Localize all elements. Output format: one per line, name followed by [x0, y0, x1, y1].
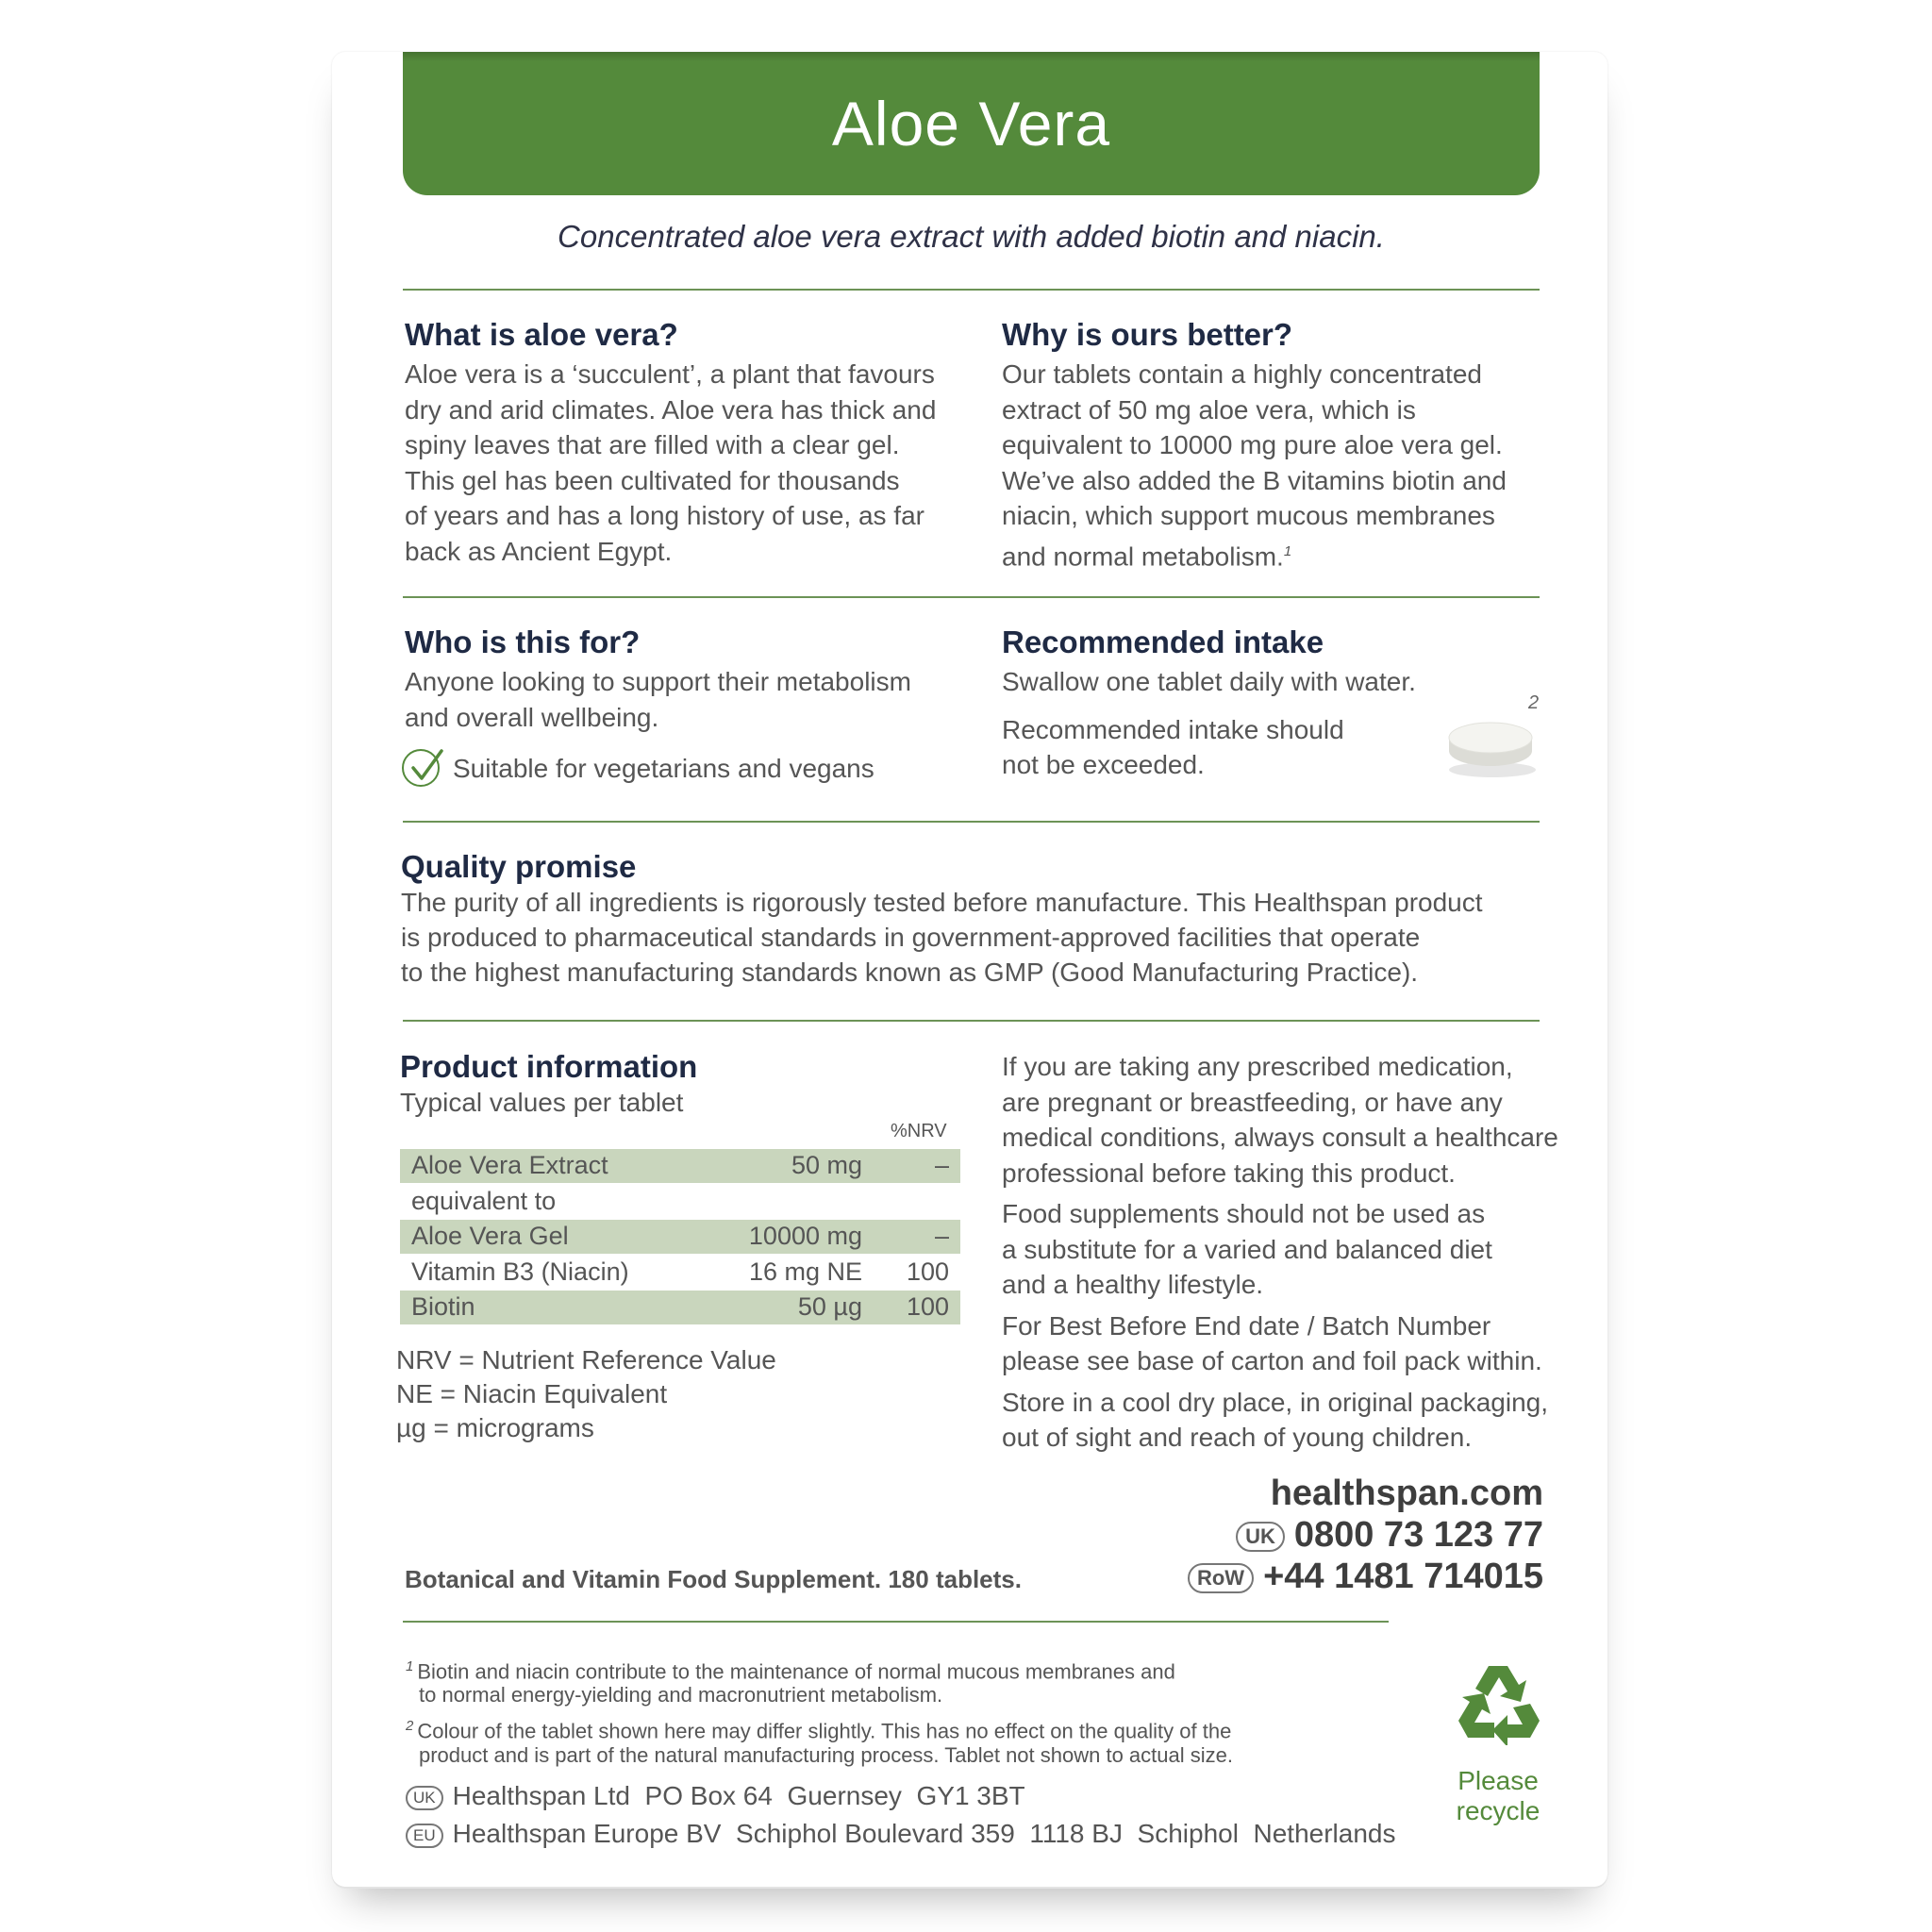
- divider: [403, 821, 1540, 823]
- nutrient-amount: 50 µg: [797, 1292, 862, 1321]
- section-why: [1002, 317, 1549, 574]
- quality-line: to the highest manufacturing standards known as GMP (Good Manufacturing Practice).: [401, 958, 1419, 987]
- nutrient-nrv: –: [934, 1151, 949, 1179]
- footnote: $^2$ Colour of the tablet shown here may differ slightly. This has no effect on the quality of the product and is part of the natural manufacturing process. Tablet not shown to actual size.: [406, 1718, 1233, 1767]
- nutrient-nrv: –: [934, 1222, 949, 1250]
- why-line: extract of 50 mg aloe vera, which is: [1002, 394, 1416, 425]
- nutrient-nrv: 100: [906, 1292, 949, 1321]
- intake-line1: Swallow one tablet daily with water.: [1002, 667, 1416, 696]
- tagline: Concentrated aloe vera extract with added biotin and niacin.: [558, 219, 1385, 254]
- what-line: back as Ancient Egypt.: [405, 536, 673, 566]
- nrv-column-header: %NRV: [891, 1121, 947, 1141]
- what-line: of years and has a long history of use, as far: [405, 501, 924, 530]
- footnote: $^1$ Biotin and niacin contribute to the maintenance of normal mucous membranes and to normal energy-yielding and macronutrient metabolism.: [406, 1658, 1175, 1707]
- intake-heading: Recommended intake: [1002, 625, 1324, 659]
- nutrition-row: [400, 1256, 960, 1290]
- nutrition-row: [400, 1185, 960, 1219]
- row-badge: RoW: [1188, 1563, 1254, 1593]
- uk-phone: 0800 73 123 77: [1293, 1515, 1543, 1555]
- advice-paragraph: Food supplements should not be used as a substitute for a varied and balanced diet and a healthy lifestyle.: [1002, 1199, 1492, 1299]
- legend-line: NRV = Nutrient Reference Value: [396, 1345, 776, 1374]
- legend-line: NE = Niacin Equivalent: [396, 1379, 668, 1408]
- uk-badge: UK: [1236, 1522, 1285, 1552]
- product-info-subheading: Typical values per tablet: [400, 1088, 684, 1117]
- why-line: niacin, which support mucous membranes: [1002, 501, 1495, 530]
- what-line: This gel has been cultivated for thousands: [405, 465, 900, 495]
- vegan-check-icon: [402, 749, 440, 787]
- advice-paragraph: Store in a cool dry place, in original packaging, out of sight and reach of young children.: [1002, 1387, 1549, 1452]
- quality-line: The purity of all ingredients is rigorously tested before manufacture. This Healthspan product: [401, 888, 1483, 917]
- tablet-image: [1443, 715, 1536, 779]
- advice-paragraph: If you are taking any prescribed medication, are pregnant or breastfeeding, or have any medical conditions, always consult a healthcare professional before taking this product.: [1002, 1052, 1558, 1188]
- footnotes: [406, 1655, 1396, 1767]
- nutrient-amount: 10000 mg: [748, 1222, 862, 1250]
- recycle-label: Please recycle: [1456, 1766, 1541, 1825]
- why-line: and normal metabolism.$^1$: [1002, 541, 1292, 571]
- nutrient-name: Biotin: [411, 1292, 475, 1321]
- advice-block: [1002, 1049, 1558, 1456]
- uk-phone-line: [1236, 1515, 1543, 1556]
- intake-line: not be exceeded.: [1002, 750, 1205, 779]
- divider: [403, 1020, 1540, 1022]
- section-product-info: [400, 1049, 697, 1121]
- address-uk: UK Healthspan Ltd PO Box 64 Guernsey GY1 3BT: [406, 1781, 1025, 1811]
- nutrition-row: [400, 1291, 960, 1324]
- what-line: dry and arid climates. Aloe vera has thick and: [405, 394, 937, 425]
- section-quality: [401, 849, 1552, 990]
- quality-body: [401, 885, 1552, 990]
- what-body: [405, 357, 971, 569]
- uk-badge: UK: [406, 1786, 443, 1810]
- quality-heading: Quality promise: [401, 849, 637, 884]
- what-heading: What is aloe vera?: [405, 317, 678, 352]
- who-line: Anyone looking to support their metabolism: [405, 667, 911, 696]
- eu-badge: EU: [406, 1824, 443, 1848]
- nutrient-name: Aloe Vera Gel: [411, 1222, 569, 1250]
- nutrition-row: [400, 1149, 960, 1183]
- divider: [403, 289, 1540, 291]
- nutrient-name: Vitamin B3 (Niacin): [411, 1257, 629, 1286]
- row-phone-line: [1188, 1557, 1543, 1597]
- what-line: spiny leaves that are filled with a clear gel.: [405, 430, 900, 459]
- nutrient-name: equivalent to: [411, 1187, 557, 1215]
- nrv-legend: [396, 1343, 776, 1445]
- section-what: [405, 317, 971, 569]
- vegan-label: Suitable for vegetarians and vegans: [453, 754, 874, 783]
- divider: [403, 596, 1540, 598]
- legend-line: µg = micrograms: [396, 1413, 594, 1442]
- section-who: [405, 625, 971, 735]
- who-heading: Who is this for?: [405, 625, 641, 659]
- nutrient-name: Aloe Vera Extract: [411, 1151, 608, 1179]
- intake-line: Recommended intake should: [1002, 714, 1344, 744]
- address-eu: EU Healthspan Europe BV Schiphol Boulevard 359 1118 BJ Schiphol Netherlands: [406, 1819, 1395, 1849]
- nutrient-amount: 16 mg NE: [748, 1257, 862, 1286]
- intake-body: [1002, 712, 1474, 783]
- product-info-heading: Product information: [400, 1049, 698, 1084]
- supplement-line: Botanical and Vitamin Food Supplement. 180 tablets.: [405, 1565, 1022, 1593]
- tablet-footnote-ref: 2: [1528, 692, 1540, 713]
- nutrient-amount: 50 mg: [791, 1151, 862, 1179]
- why-body: [1002, 357, 1549, 574]
- nutrition-row: [400, 1220, 960, 1254]
- section-intake: [1002, 625, 1474, 783]
- why-heading: Why is ours better?: [1002, 317, 1293, 352]
- website: healthspan.com: [1270, 1474, 1543, 1513]
- why-line: Our tablets contain a highly concentrated: [1002, 359, 1482, 389]
- divider: [403, 1621, 1389, 1623]
- why-line: equivalent to 10000 mg pure aloe vera gel.: [1002, 430, 1503, 459]
- what-line: Aloe vera is a ‘succulent’, a plant that favours: [405, 359, 935, 389]
- title-banner: [403, 52, 1540, 195]
- quality-line: is produced to pharmaceutical standards in government-approved facilities that operate: [401, 923, 1421, 952]
- who-body: [405, 664, 971, 735]
- row-phone: +44 1481 714015: [1263, 1557, 1543, 1596]
- nutrient-nrv: 100: [906, 1257, 949, 1286]
- footnote-ref: 1: [1283, 542, 1292, 559]
- advice-paragraph: For Best Before End date / Batch Number please see base of carton and foil pack within.: [1002, 1310, 1542, 1375]
- who-line: and overall wellbeing.: [405, 702, 659, 732]
- recycle-icon: [1453, 1660, 1543, 1745]
- why-line: We’ve also added the B vitamins biotin and: [1002, 465, 1507, 495]
- product-title: Aloe Vera: [831, 89, 1111, 158]
